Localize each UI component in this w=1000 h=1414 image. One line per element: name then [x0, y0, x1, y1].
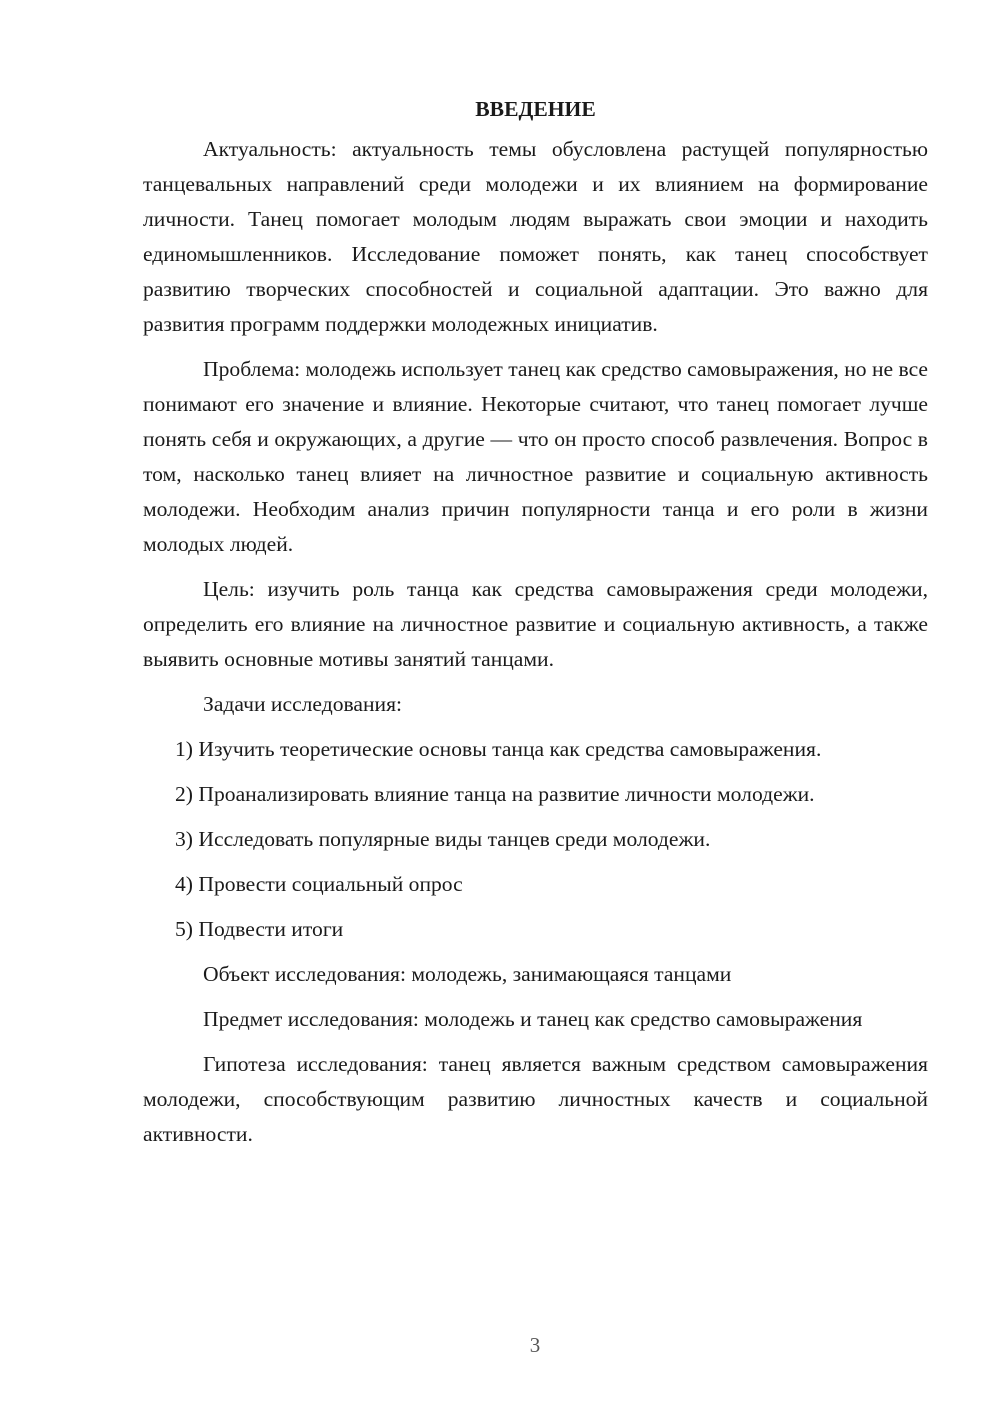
list-item: 4) Провести социальный опрос [175, 872, 463, 896]
problem-paragraph: Проблема: молодежь использует танец как средство самовыражения, но не все понимают его значение и влияние. Некоторые считают, что танец помогает лучше понять себя и окружающих, а другие — что он просто способ развлечения. Вопрос в том, насколько танец влияет на личностное развитие и социальную активность молодежи. Необходим анализ причин популярности танца и его роли в жизни молодых людей. [143, 357, 928, 556]
list-item: 5) Подвести итоги [175, 917, 344, 941]
list-item: 1) Изучить теоретические основы танца как средства самовыражения. [175, 737, 822, 761]
tasks-intro: Задачи исследования: [203, 692, 403, 716]
relevance-paragraph: Актуальность: актуальность темы обусловлена растущей популярностью танцевальных направлений среди молодежи и их влиянием на формирование личности. Танец помогает молодым людям выражать свои эмоции и находить единомышленников. Исследование поможет понять, как танец способствует развитию творческих способностей и социальной адаптации. Это важно для развития программ поддержки молодежных инициатив. [143, 137, 928, 336]
page-title: ВВЕДЕНИЕ [475, 97, 596, 121]
list-item: 2) Проанализировать влияние танца на развитие личности молодежи. [175, 782, 815, 806]
hypothesis-paragraph: Гипотеза исследования: танец является важным средством самовыражения молодежи, способствующим развитию личностных качеств и социальной активности. [143, 1052, 928, 1146]
document-page [143, 92, 928, 1162]
goal-paragraph: Цель: изучить роль танца как средства самовыражения среди молодежи, определить его влияние на личностное развитие и социальную активность, а также выявить основные мотивы занятий танцами. [143, 577, 928, 671]
subject-paragraph: Предмет исследования: молодежь и танец как средство самовыражения [203, 1007, 863, 1031]
page-number: 3 [529, 1333, 541, 1357]
tasks-list [143, 732, 928, 947]
list-item: 3) Исследовать популярные виды танцев среди молодежи. [175, 827, 711, 851]
object-paragraph: Объект исследования: молодежь, занимающаяся танцами [203, 962, 732, 986]
